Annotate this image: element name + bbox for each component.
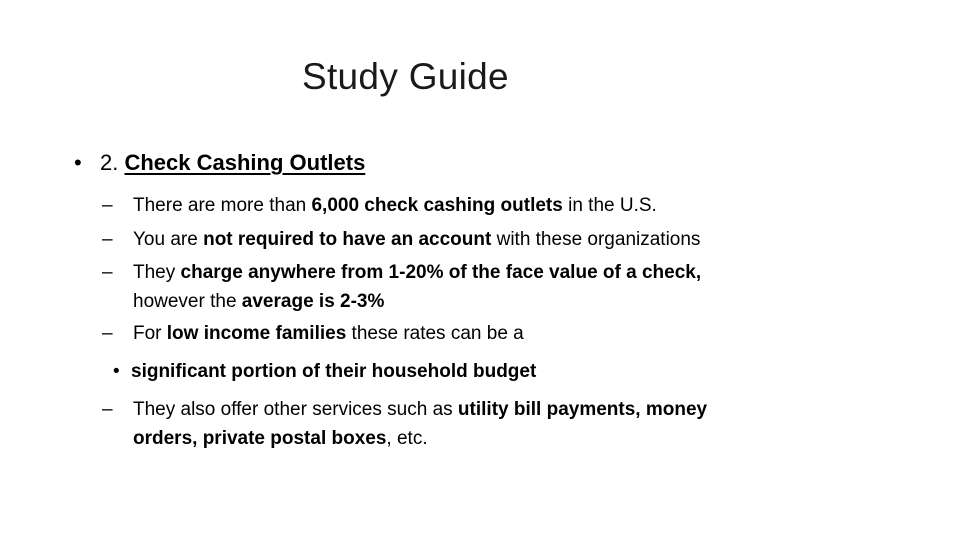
text-run: in the U.S. [562,195,657,216]
text-run: , etc. [386,428,428,449]
text-run: For [133,323,167,344]
bold-run: low income families [166,323,347,344]
sub-item-other-services-cont [133,425,428,452]
text-run: They also offer other services such as [133,399,458,420]
sub-item-text [133,226,700,253]
main-bullet-heading: Check Cashing Outlets [124,150,366,175]
text-run: There are more than [133,195,312,216]
text-run: You are [133,229,204,250]
slide-title: Study Guide [302,56,509,97]
bold-run: 6,000 check cashing outlets [311,195,563,216]
bold-run: charge anywhere from 1-20% of the face value of a check, [180,262,702,283]
main-bullet-prefix: 2. [100,150,125,175]
bold-run: average is 2-3% [241,291,385,312]
bold-run: not required to have an account [203,229,492,250]
sub-sub-bullet [113,361,536,383]
bullet-glyph: • [74,150,82,175]
dash-glyph: – [102,323,113,344]
sub-item-text [133,192,657,219]
dash-glyph: – [102,195,113,216]
dash-glyph: – [102,229,113,250]
text-run: with these organizations [491,229,701,250]
bullet-glyph: • [113,361,120,382]
sub-item-fee-average [133,288,384,315]
dash-glyph: – [102,399,113,420]
dash-glyph: – [102,262,113,283]
bold-run: significant portion of their household budget [131,361,537,382]
main-bullet [74,150,365,176]
bold-run: utility bill payments, money [457,399,708,420]
text-run: however the [133,291,242,312]
sub-item-text [133,396,707,423]
text-run: these rates can be a [346,323,524,344]
sub-item-text [133,320,524,347]
sub-item-text [133,259,701,286]
bold-run: orders, private postal boxes [133,428,387,449]
text-run: They [133,262,181,283]
